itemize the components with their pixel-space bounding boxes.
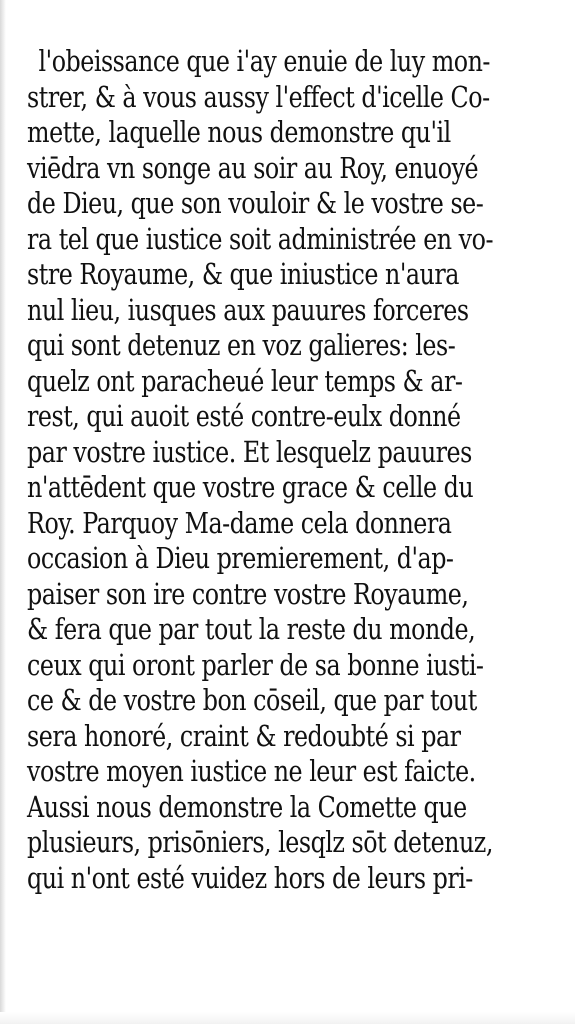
- text-line: rest, qui auoit esté contre-eulx donné: [27, 399, 461, 433]
- text-line: ceux qui oront parler de sa bonne iusti-: [27, 647, 484, 682]
- page-bottom-edge: [0, 1012, 575, 1024]
- text-line: paiser son ire contre vostre Royaume,: [27, 576, 469, 611]
- text-line: Aussi nous demonstre la Comette que: [27, 789, 467, 824]
- text-line: ra tel que iustice soit administrée en vo-: [27, 221, 493, 256]
- text-line: strer, & à vous aussy l'effect d'icelle Co-: [27, 79, 490, 114]
- body-text: [0, 44, 575, 896]
- text-line: quelz ont paracheué leur temps & ar-: [27, 363, 463, 398]
- text-line: n'attēdent que vostre grace & celle du: [27, 470, 474, 504]
- text-line: & fera que par tout la reste du monde,: [27, 612, 476, 646]
- text-line: de Dieu, que son vouloir & le vostre se-: [27, 186, 484, 220]
- text-line: stre Royaume, & que iniustice n'aura: [27, 257, 459, 291]
- text-line: qui n'ont esté vuidez hors de leurs pri-: [27, 860, 473, 895]
- text-line: viēdra vn songe au soir au Roy, enuoyé: [27, 150, 479, 185]
- text-line: sera honoré, craint & redoubté si par: [27, 718, 461, 753]
- text-line: nul lieu, iusques aux pauures forceres: [27, 292, 469, 327]
- text-line: Roy. Parquoy Ma-dame cela donnera: [27, 505, 452, 540]
- text-line: plusieurs, prisōniers, lesqlz sōt detenuz,: [27, 825, 493, 859]
- text-line: occasion à Dieu premierement, d'ap-: [27, 541, 454, 575]
- text-line: vostre moyen iustice ne leur est faicte.: [27, 754, 476, 788]
- text-line: mette, laquelle nous demonstre qu'il: [27, 115, 451, 149]
- text-line: ce & de vostre bon cōseil, que par tout: [27, 683, 477, 717]
- text-line: qui sont detenuz en voz galieres: les-: [27, 328, 456, 362]
- text-line: par vostre iustice. Et lesquelz pauures: [27, 434, 472, 469]
- text-line: l'obeissance que i'ay enuie de luy mon-: [38, 44, 490, 78]
